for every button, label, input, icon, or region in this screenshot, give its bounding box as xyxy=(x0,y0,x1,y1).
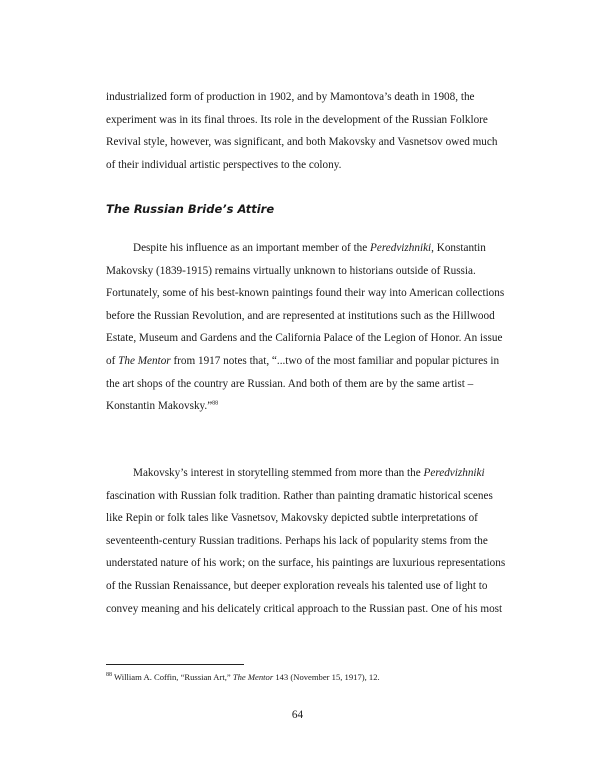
text-line: fascination with Russian folk tradition. Rather than painting dramatic historical scenes xyxy=(106,489,493,502)
text-line: Estate, Museum and Gardens and the California Palace of the Legion of Honor. An issue xyxy=(106,332,503,345)
italic-title: The Mentor xyxy=(118,354,171,367)
text-run: Makovsky’s interest in storytelling stemmed from more than the xyxy=(133,467,424,479)
text-line: like Repin or folk tales like Vasnetsov, Makovsky depicted subtle interpretations of xyxy=(106,512,478,525)
footnote-separator xyxy=(106,664,244,665)
text-line: understated nature of his work; on the surface, his paintings are luxurious representations xyxy=(106,557,506,570)
text-line: of the Russian Renaissance, but deeper exploration reveals his talented use of light to xyxy=(106,579,488,592)
text-line: seventeenth-century Russian traditions. Perhaps his lack of popularity stems from the xyxy=(106,534,488,547)
text-line xyxy=(106,237,506,260)
text-line: Makovsky (1839-1915) remains virtually unknown to historians outside of Russia. xyxy=(106,264,476,277)
text-line xyxy=(106,350,506,373)
footnote-reference[interactable]: 88 xyxy=(212,400,219,407)
italic-term: Peredvizhniki xyxy=(423,467,485,479)
text-line: Revival style, however, was significant, and both Makovsky and Vasnetsov owed much xyxy=(106,136,498,149)
text-run: of xyxy=(106,354,119,367)
text-line: before the Russian Revolution, and are represented at institutions such as the Hillwood xyxy=(106,309,495,322)
footnote-marker: 88 xyxy=(106,672,112,679)
footnote-text: 143 (November 15, 1917), 12. xyxy=(273,672,380,682)
text-line xyxy=(106,462,506,485)
paragraph-storytelling xyxy=(106,462,506,620)
text-line: the art shops of the country are Russian. And both of them are by the same artist – xyxy=(106,377,474,390)
text-line: of their individual artistic perspectives to the colony. xyxy=(106,158,342,171)
text-run: , Konstantin xyxy=(431,242,486,254)
text-run: Despite his influence as an important member of the xyxy=(133,242,371,254)
footnote-text: William A. Coffin, “Russian Art,” xyxy=(112,672,233,682)
paragraph-makovsky-intro xyxy=(106,237,506,418)
text-run: from 1917 notes that, “...two of the most familiar and popular pictures in xyxy=(170,354,500,367)
text-line: convey meaning and his delicately critical approach to the Russian past. One of his most xyxy=(106,602,503,615)
paragraph-colony xyxy=(106,86,506,176)
page-number: 64 xyxy=(291,709,304,721)
text-line xyxy=(106,395,506,418)
footnote xyxy=(106,672,380,682)
section-heading: The Russian Bride’s Attire xyxy=(106,202,275,216)
text-line: industrialized form of production in 1902, and by Mamontova’s death in 1908, the xyxy=(106,91,475,103)
italic-term: Peredvizhniki xyxy=(370,242,432,254)
text-run: Konstantin Makovsky.” xyxy=(106,400,213,413)
text-line: Fortunately, some of his best-known paintings found their way into American collections xyxy=(106,287,505,300)
text-line: experiment was in its final throes. Its role in the development of the Russian Folklore xyxy=(106,113,488,126)
footnote-italic-title: The Mentor xyxy=(232,672,274,682)
